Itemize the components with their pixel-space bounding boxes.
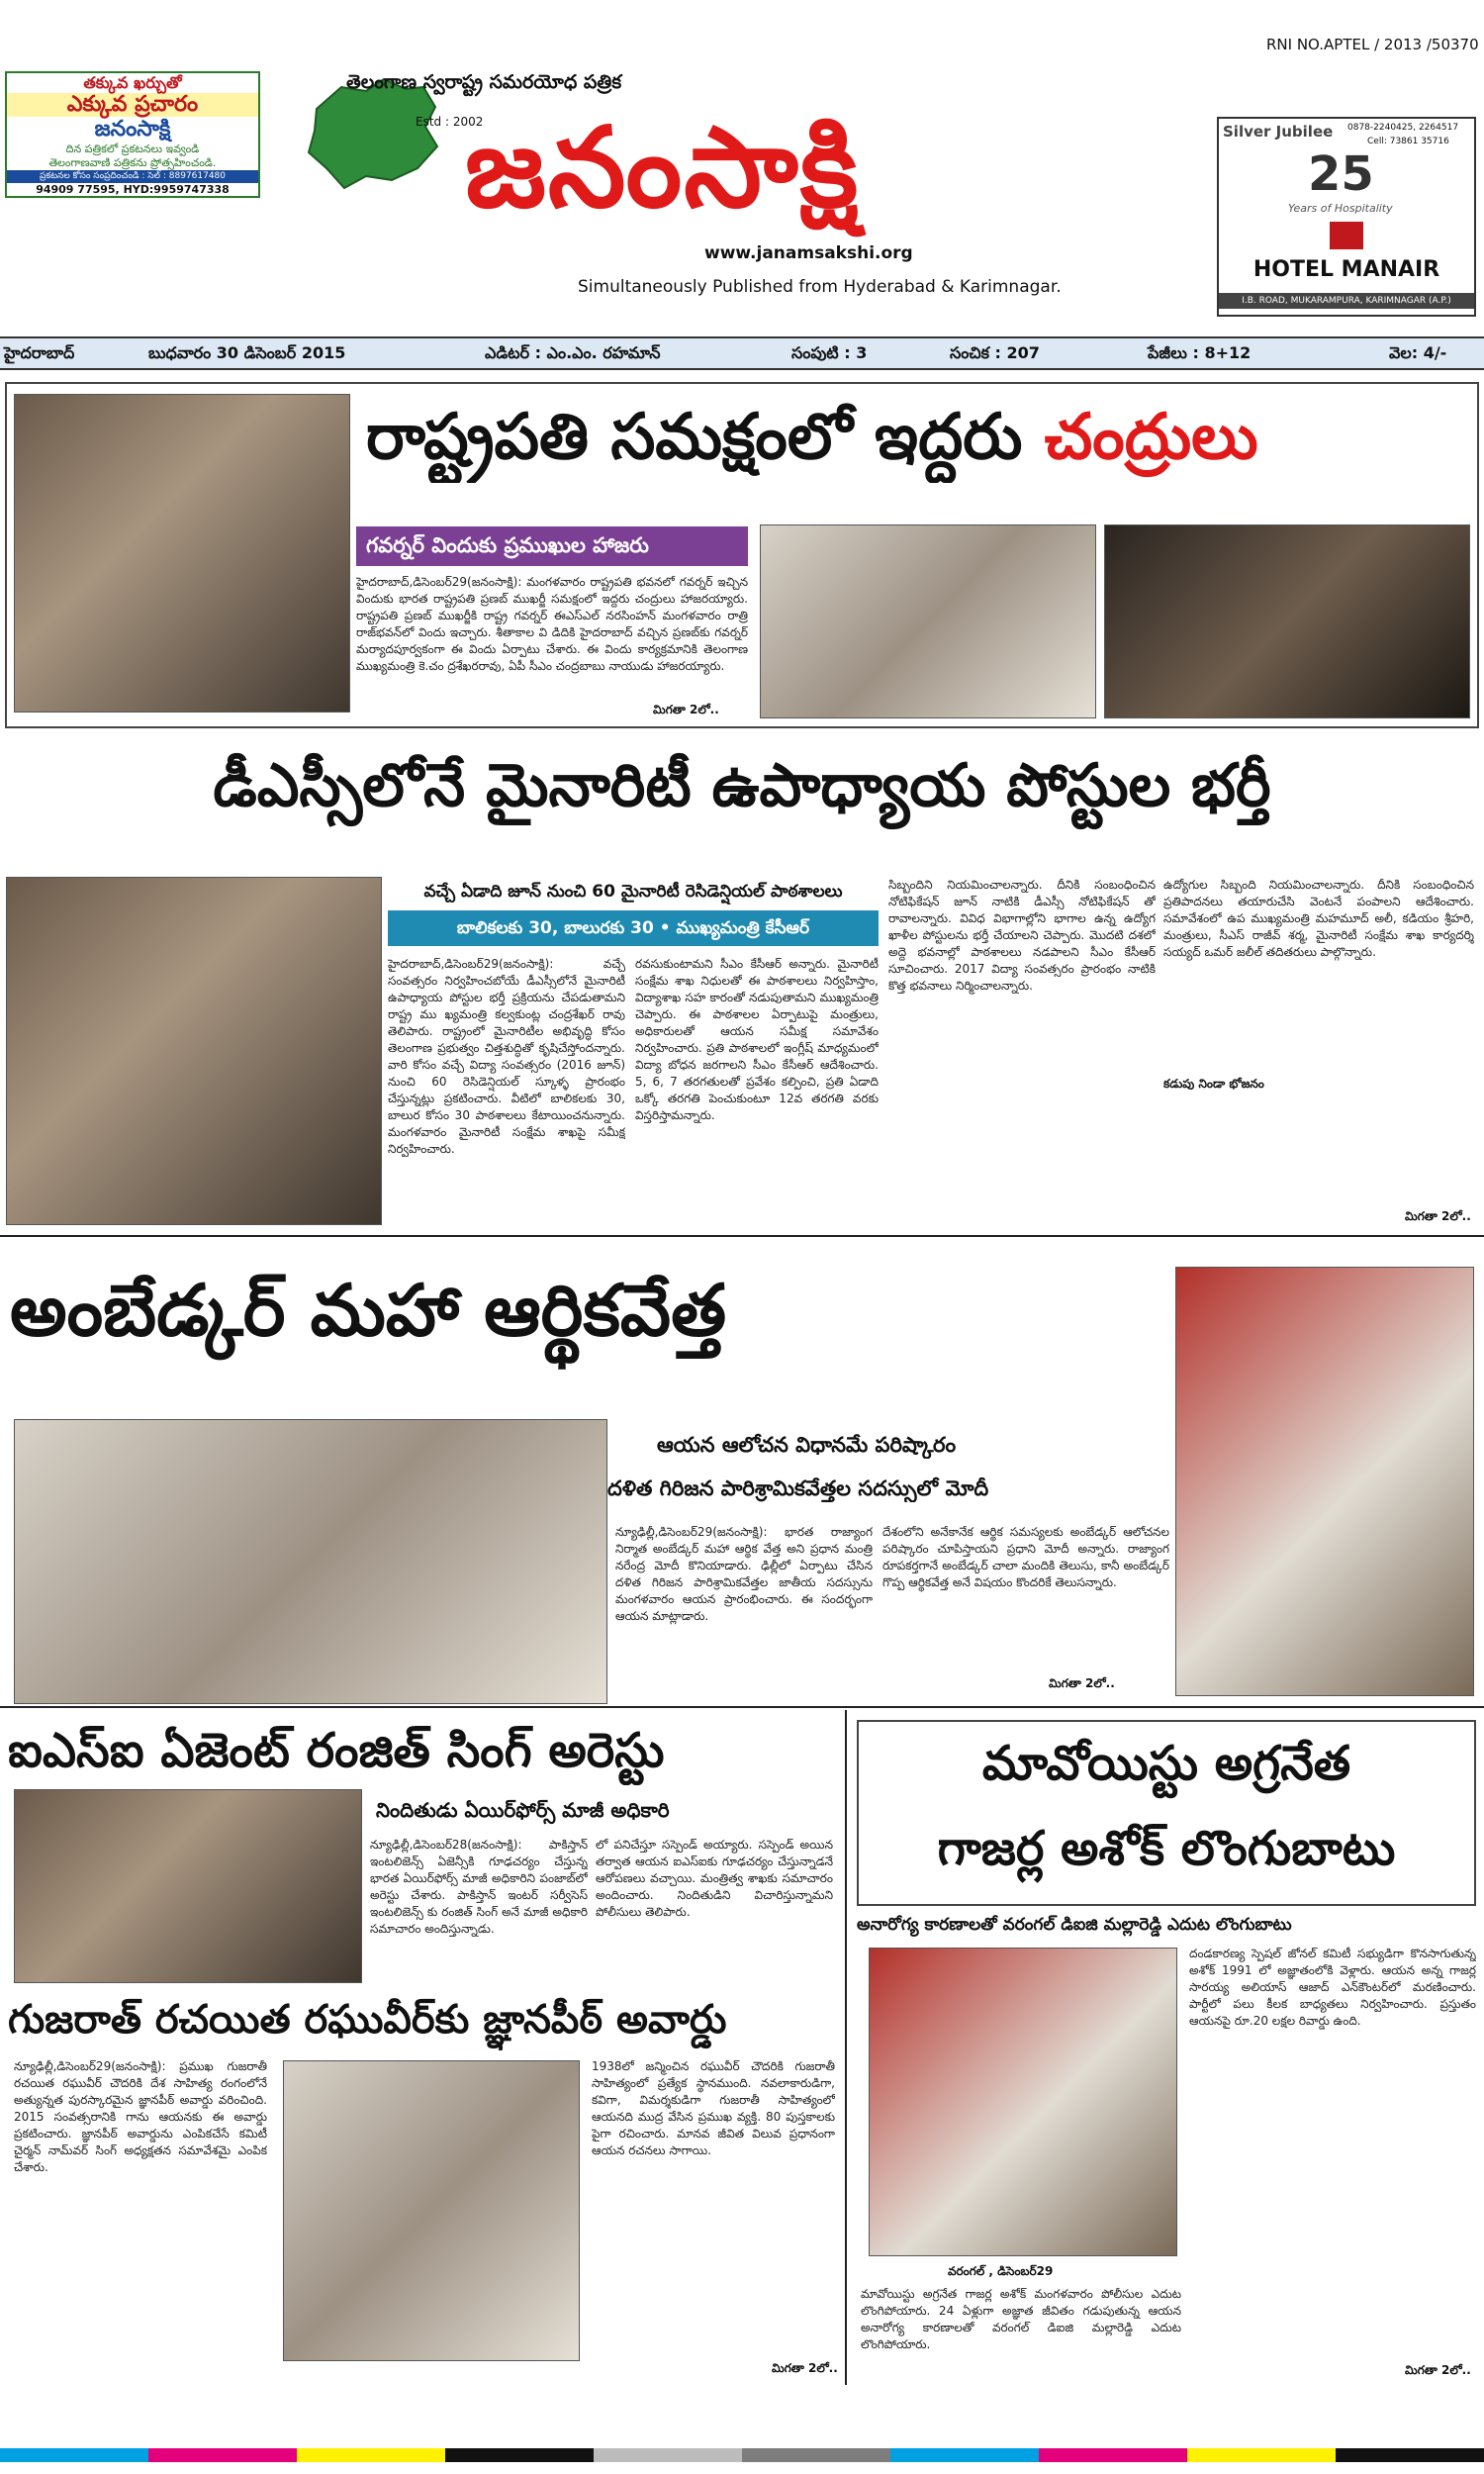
- masthead-estd: Estd : 2002: [416, 115, 484, 129]
- story2-subhead: బాలికలకు 30, బాలురకు 30 • ముఖ్యమంత్రి కేసీఆర్: [388, 910, 879, 946]
- story1-headline-part2: చంద్రులు: [1044, 401, 1258, 474]
- story4-body-col1: న్యూఢిల్లీ,డిసెంబర్28(జనంసాక్షి): పాకిస్తాన్ ఇంటలిజెన్స్ ఏజెన్సీకి గూఢచర్యం చేస్తున్న భారత ఏయిర్‌ఫోర్స్ మాజీ అధికారిని పంజాబ్‌లో అరెస్టు చేశారు. పాకిస్తాన్ ఇంటర్ సర్వీసెస్ ఇంటలిజెన్స్ కు రంజిత్ సింగ్ అనే మాజీ అధికారి సమాచారం అందిస్తున్నాడు.: [370, 1838, 588, 1936]
- right-advertisement: [1217, 117, 1476, 317]
- color-swatch-gray: [742, 2448, 890, 2462]
- left-ad-line4: తెలంగాణవాణి పత్రికను ప్రోత్సహించండి.: [48, 156, 217, 169]
- dateline-city: హైదరాబాద్: [4, 343, 75, 362]
- story4-subhead: నిందితుడు ఏయిర్‌ఫోర్స్ మాజీ అధికారి: [376, 1798, 670, 1822]
- divider-vertical: [845, 1710, 847, 2385]
- story3-subhead2: దళిత గిరిజన పారిశ్రామికవేత్తల సదస్సులో మోదీ: [607, 1476, 989, 1500]
- dateline-issue: సంచిక : 207: [950, 343, 1040, 362]
- story5-photo-raghuveer: [283, 2060, 580, 2361]
- story6-photo-surrender: [869, 1948, 1177, 2256]
- masthead-published: Simultaneously Published from Hyderabad & Karimnagar.: [578, 277, 1062, 297]
- story3-headline: అంబేడ్కర్ మహా ఆర్థికవేత్త: [10, 1269, 727, 1352]
- story4-photo-arrest: [14, 1789, 362, 1983]
- story3-body-col1: న్యూఢిల్లీ,డిసెంబర్29(జనంసాక్షి): భారత రాజ్యాంగ నిర్మాత అంబేడ్కర్ మహా ఆర్థిక వేత్త అని ప్రధాన మంత్రి నరేంద్ర మోదీ కొనియాడారు. ఢిల్లీలో ఏర్పాటు చేసిన దళిత గిరిజన పారిశ్రామికవేత్తల జాతీయ సదస్సును మంగళవారం ఆయన ప్రారంభించారు. ఈ సందర్భంగా ఆయన మాట్లాడారు.: [615, 1525, 873, 1623]
- color-swatch-yellow-2: [1187, 2448, 1336, 2462]
- right-ad-hotel: HOTEL MANAIR: [1252, 257, 1440, 282]
- color-swatch-cyan-2: [890, 2448, 1039, 2462]
- masthead-website: www.janamsakshi.org: [704, 243, 913, 263]
- color-swatch-magenta-2: [1039, 2448, 1187, 2462]
- color-swatch-magenta: [148, 2448, 297, 2462]
- masthead-tagline: తెలంగాణ స్వరాష్ట్ర సమరయోధ పత్రిక: [346, 71, 622, 93]
- story6-body-col2: దండకారణ్య స్పెషల్ జోనల్ కమిటీ సభ్యుడిగా కొనసాగుతున్న అశోక్ 1991 లో అజ్ఞాతంలోకి వెళ్లారు. ఆయన అన్న గాజర్ల సారయ్య అలియాస్ ఆజాద్ ఎన్‌కౌంటర్‌లో మరణించారు. పార్టీలో పలు కీలక బాధ్యతలు నిర్వహించారు. ప్రస్తుతం ఆయనపై రూ.20 లక్షల రివార్డు ఉంది.: [1189, 1947, 1476, 2028]
- story3-photo-ambedkar-tribute: [1175, 1267, 1474, 1696]
- story1-body: హైదరాబాద్,డిసెంబర్29(జనంసాక్షి): మంగళవారం రాష్ట్రపతి భవనలో గవర్నర్ ఇచ్చిన విందుకు భారత రాష్ట్రపతి ప్రణబ్ ముఖర్జీ సమక్షంలో ఇద్దరు చంద్రులు హాజరయ్యారు. రాష్ట్రపతి ప్రణబ్ ముఖర్జీకి రాష్ట్ర గవర్నర్ ఈఎస్ఎల్ నరసింహన్ మంగళవారం రాత్రి రాజ్‌భవన్‌లో విందు ఇచ్చారు. శీతాకాల వి డిదికి హైదరాబాద్ వచ్చిన ప్రణబ్‌కు గవర్నర్ మర్యాదపూర్వకంగా ఈ విందు ఏర్పాటు చేశారు. ఈ విందు కార్యక్రమానికి తెలంగాణ ముఖ్యమంత్రి కె.చం ద్రశేఖరరావు, ఏపీ సీఎం చంద్రబాబు నాయుడు హాజరయ్యారు.: [356, 575, 748, 673]
- right-ad-phone2: Cell: 73861 35716: [1367, 137, 1449, 146]
- right-ad-silver: Silver Jubilee: [1223, 123, 1334, 141]
- left-ad-line1: తక్కువ ఖర్చుతో: [83, 73, 182, 92]
- color-registration-bar: [0, 2448, 1484, 2462]
- dateline-pages: పేజీలు : 8+12: [1148, 343, 1252, 362]
- story2-inline-subhead: కడుపు నిండా భోజనం: [1163, 1077, 1264, 1094]
- divider-2: [0, 1706, 1484, 1708]
- color-swatch-black-2: [1336, 2448, 1484, 2462]
- story1-photo-dinner: [1104, 524, 1470, 718]
- left-ad-phones: 94909 77595, HYD:9959747338: [36, 183, 230, 196]
- masthead-rni: RNI NO.APTEL / 2013 /50370: [1266, 36, 1479, 53]
- dateline-date: బుధవారం 30 డిసెంబర్ 2015: [148, 343, 346, 362]
- story6-body-col1: మావోయిస్టు అగ్రనేత గాజర్ల అశోక్ మంగళవారం పోలీసుల ఎదుట లొంగిపోయారు. 24 ఏళ్లుగా అజ్ఞాత జీవితం గడుపుతున్న ఆయన అనారోగ్య కారణాలతో వరంగల్ డిఐజి మల్లారెడ్డి ఎదుట లొంగిపోయారు.: [861, 2287, 1181, 2351]
- story1-subhead: గవర్నర్ విందుకు ప్రముఖుల హాజరు: [356, 526, 748, 566]
- story1-photo-group: [760, 524, 1096, 718]
- dateline-editor: ఎడిటర్ : ఎం.ఎం. రహమాన్: [485, 343, 661, 362]
- story2-body-col1: హైదరాబాద్,డిసెంబర్29(జనంసాక్షి): వచ్చే సంవత్సరం నిర్వహించబోయే డీఎస్సీలోనే మైనారిటీ ఉపాధ్యాయ పోస్టుల భర్తీ ప్రక్రియను చేపడుతామని రాష్ట్ర ము ఖ్యమంత్రి కల్వకుంట్ల చంద్రశేఖర్ రావు తెలిపారు. రాష్ట్రంలో మైనారిటీల అభివృద్ధి కోసం తెలంగాణ ప్రభుత్వం చిత్తశుద్ధితో కృషిచేస్తోందన్నారు. వారి కోసం వచ్చే విద్యా సంవత్సరం (2016 జూన్) నుంచి 60 రెసిడెన్షియల్ స్కూళ్ళ ప్రారంభం చేస్తున్నట్లు ప్రకటించారు. వీటిలో బాలికలకు 30, బాలుర కోసం 30 పాఠశాలలు కేటాయించనున్నారు. మంగళవారం మైనారిటీ సంక్షేమ శాఖపై సమీక్ష నిర్వహించారు.: [388, 957, 625, 1156]
- story1-continued: మిగతా 2లో..: [653, 703, 719, 716]
- left-ad-line3: దిన పత్రికలో ప్రకటనలు ఇవ్వండి: [65, 143, 200, 155]
- left-ad-brand: జనంసాక్షి: [94, 117, 171, 142]
- story1-headline-part1: రాష్ట్రపతి సమక్షంలో ఇద్దరు: [366, 401, 1023, 474]
- story3-subhead1: ఆయన ఆలోచన విధానమే పరిష్కారం: [657, 1433, 957, 1457]
- left-ad-contact: ప్రకటనల కోసం సంప్రదించండి : సెల్ : 8897617480: [7, 170, 258, 183]
- right-ad-years: 25: [1308, 146, 1374, 202]
- masthead-title: జనంసాక్షి: [465, 104, 861, 233]
- story5-continued: మిగతా 2లో..: [772, 2361, 838, 2375]
- color-swatch-black: [445, 2448, 594, 2462]
- color-swatch-light-gray: [594, 2448, 742, 2462]
- story4-headline: ఐఎస్ఐ ఏజెంట్ రంజిత్ సింగ్ అరెస్టు: [8, 1723, 665, 1778]
- story6-continued: మిగతా 2లో..: [1405, 2363, 1471, 2377]
- hotel-logo-icon: [1330, 222, 1363, 249]
- left-advertisement: [5, 71, 260, 198]
- right-ad-address: I.B. ROAD, MUKARAMPURA, KARIMNAGAR (A.P.): [1219, 293, 1474, 309]
- story2-kicker: వచ్చే ఏడాది జూన్ నుంచి 60 మైనారిటీ రెసిడెన్షియల్ పాఠశాలలు: [423, 882, 843, 902]
- story6-photo-caption: వరంగల్ , డిసెంబర్29: [948, 2264, 1054, 2278]
- story2-continued: మిగతా 2లో..: [1405, 1209, 1471, 1223]
- dateline-price: వెల: 4/-: [1389, 343, 1447, 362]
- dateline-volume: సంపుటి : 3: [791, 343, 868, 362]
- story5-body-col1: న్యూఢిల్లీ,డిసెంబర్29(జనంసాక్షి): ప్రముఖ గుజరాతీ రచయిత రఘువీర్ చౌదరికి దేశ సాహిత్య రంగంలోనే అత్యున్నత పురస్కారమైన జ్ఞానపీఠ్ అవార్డు వరించింది. 2015 సంవత్సరానికి గాను ఆయనకు ఈ అవార్డు ప్రకటించారు. జ్ఞానపీఠ్ అవార్డును ఎంపికచేసే కమిటీ చైర్మన్ నామ్‌వర్ సింగ్ అధ్యక్షతన సమావేశమై ఎంపిక చేశారు.: [14, 2059, 267, 2174]
- color-swatch-yellow: [297, 2448, 445, 2462]
- divider-1: [0, 1235, 1484, 1237]
- story3-photo-modi-speech: [14, 1419, 607, 1704]
- color-swatch-cyan: [0, 2448, 148, 2462]
- story6-headline-line2: గాజర్ల అశోక్ లొంగుబాటు: [937, 1821, 1396, 1876]
- dateline-bar: [0, 336, 1484, 370]
- story1-headline: [366, 392, 1474, 483]
- story4-body-col2: లో పనిచేస్తూ సస్పెండ్ అయ్యారు. సస్పెండ్ అయిన తర్వాత ఆయన ఐఎస్ఐకు గూఢచర్యం చేస్తున్నాడనే ఆరోపణలు వచ్చాయి. మంత్రిత్వ శాఖకు సమాచారం అందించారు. నిందితుడిని విచారిస్తున్నామని పోలీసులు తెలిపారు.: [596, 1838, 833, 1919]
- story5-headline: గుజరాత్ రచయిత రఘువీర్‌కు జ్ఞానపీఠ్ అవార్డు: [8, 1997, 727, 2043]
- right-ad-phone1: 0878-2240425, 2264517: [1347, 123, 1459, 133]
- left-ad-line2: ఎక్కువ ప్రచారం: [7, 93, 258, 117]
- story1-photo-president: [14, 394, 350, 713]
- story6-subhead: అనారోగ్య కారణాలతో వరంగల్ డిఐజి మల్లారెడ్డి ఎదుట లొంగుబాటు: [857, 1915, 1292, 1935]
- story2-body-col4: ఉద్యోగుల సిబ్బంది నియమించాలన్నారు. దీనికి సంబంధించిన ప్రతిపాదనలు తయారుచేసి వెంటనే పంపాలని ఆదేశించారు. సమావేశంలో ఉప ముఖ్యమంత్రి మహమూద్ అలీ, కడియం శ్రీహరి, మంత్రులు, సీఎస్ రాజీవ్ శర్మ, మైనారిటీ సంక్షేమ శాఖ కార్యదర్శి సయ్యద్ ఒమర్ జలీల్ తదితరులు పాల్గొన్నారు.: [1163, 878, 1474, 959]
- story3-body-col2: దేశంలోని అనేకానేక ఆర్థిక సమస్యలకు అంబేడ్కర్ ఆలోచనల పరిష్కారం చూపిస్తాయని ప్రధాని మోదీ అన్నారు. రాజ్యాంగ రూపకర్తగానే అంబేడ్కర్ చాలా మందికి తెలుసు, కానీ అంబేడ్కర్ గొప్ప ఆర్థికవేత్త అనే విషయం కొందరికే తెలుసన్నారు.: [882, 1525, 1169, 1589]
- story2-body-col3: సిబ్బందిని నియమించాలన్నారు. దీనికి సంబంధించిన నోటిఫికేషన్ జూన్ నాటికి డీఎస్సీ నోటిఫికేషన్ తో రావాలన్నారు. వివిధ విభాగాల్లోని భాగాల ఉన్న ఉద్యోగ ఖాళీల పోస్టులను భర్తీ చేయాలని చెప్పారు. మొదటి దశలో అద్దె భవనాల్లో పాఠశాలలు నడపాలని సీఎం కేసీఆర్ సూచించారు. 2017 విద్యా సంవత్సరం ప్రారంభం నాటికి కొత్త భవనాలు నిర్మించాలన్నారు.: [888, 878, 1156, 993]
- story3-continued: మిగతా 2లో..: [1049, 1676, 1115, 1690]
- story6-headline-line1: మావోయిస్టు అగ్రనేత: [981, 1736, 1351, 1791]
- story2-photo-kcr: [6, 877, 382, 1225]
- story2-body-col2: రవసుకుంటామని సీఎం కేసీఆర్ అన్నారు. మైనారిటీ సంక్షేమ శాఖ నిధులతో ఈ పాఠశాలలు నిర్వహిస్తాం, విద్యాశాఖ సహ కారంతో నడుపుతామని ముఖ్యమంత్రి చెప్పారు. ఈ పాఠశాలల ఏర్పాటుపై మంత్రులు, అధికారులతో ఆయన సమీక్ష సమావేశం నిర్వహించారు. ప్రతి పాఠశాలలో ఇంగ్లీష్ మాధ్యమంలో విద్యా బోధన జరగాలని సీఎం కేసీఆర్ ఆదేశించారు. 5, 6, 7 తరగతులతో ప్రవేశం కల్పించి, ప్రతి ఏడాది ఒక్కో తరగతి పెంచుకుంటూ 12వ తరగతి వరకు విస్తరిస్తామన్నారు.: [635, 957, 879, 1122]
- right-ad-years-text: Years of Hospitality: [1288, 202, 1393, 215]
- story2-headline: డీఎస్సీలోనే మైనారిటీ ఉపాధ్యాయ పోస్టుల భర్తీ: [213, 751, 1271, 820]
- story5-body-col2: 1938లో జన్మించిన రఘువీర్ చౌదరికి గుజరాతీ సాహిత్యంలో ప్రత్యేక స్థానముంది. నవలాకారుడిగా, కవిగా, విమర్శకుడిగా గుజరాతీ సాహిత్యంలో ఆయనది ముద్ర వేసిన ప్రముఖ వ్యక్తి. 80 పుస్తకాలకు పైగా రచించారు. మానవ జీవిత విలువ ప్రధానంగా ఆయన రచనలు సాగాయి.: [592, 2059, 835, 2157]
